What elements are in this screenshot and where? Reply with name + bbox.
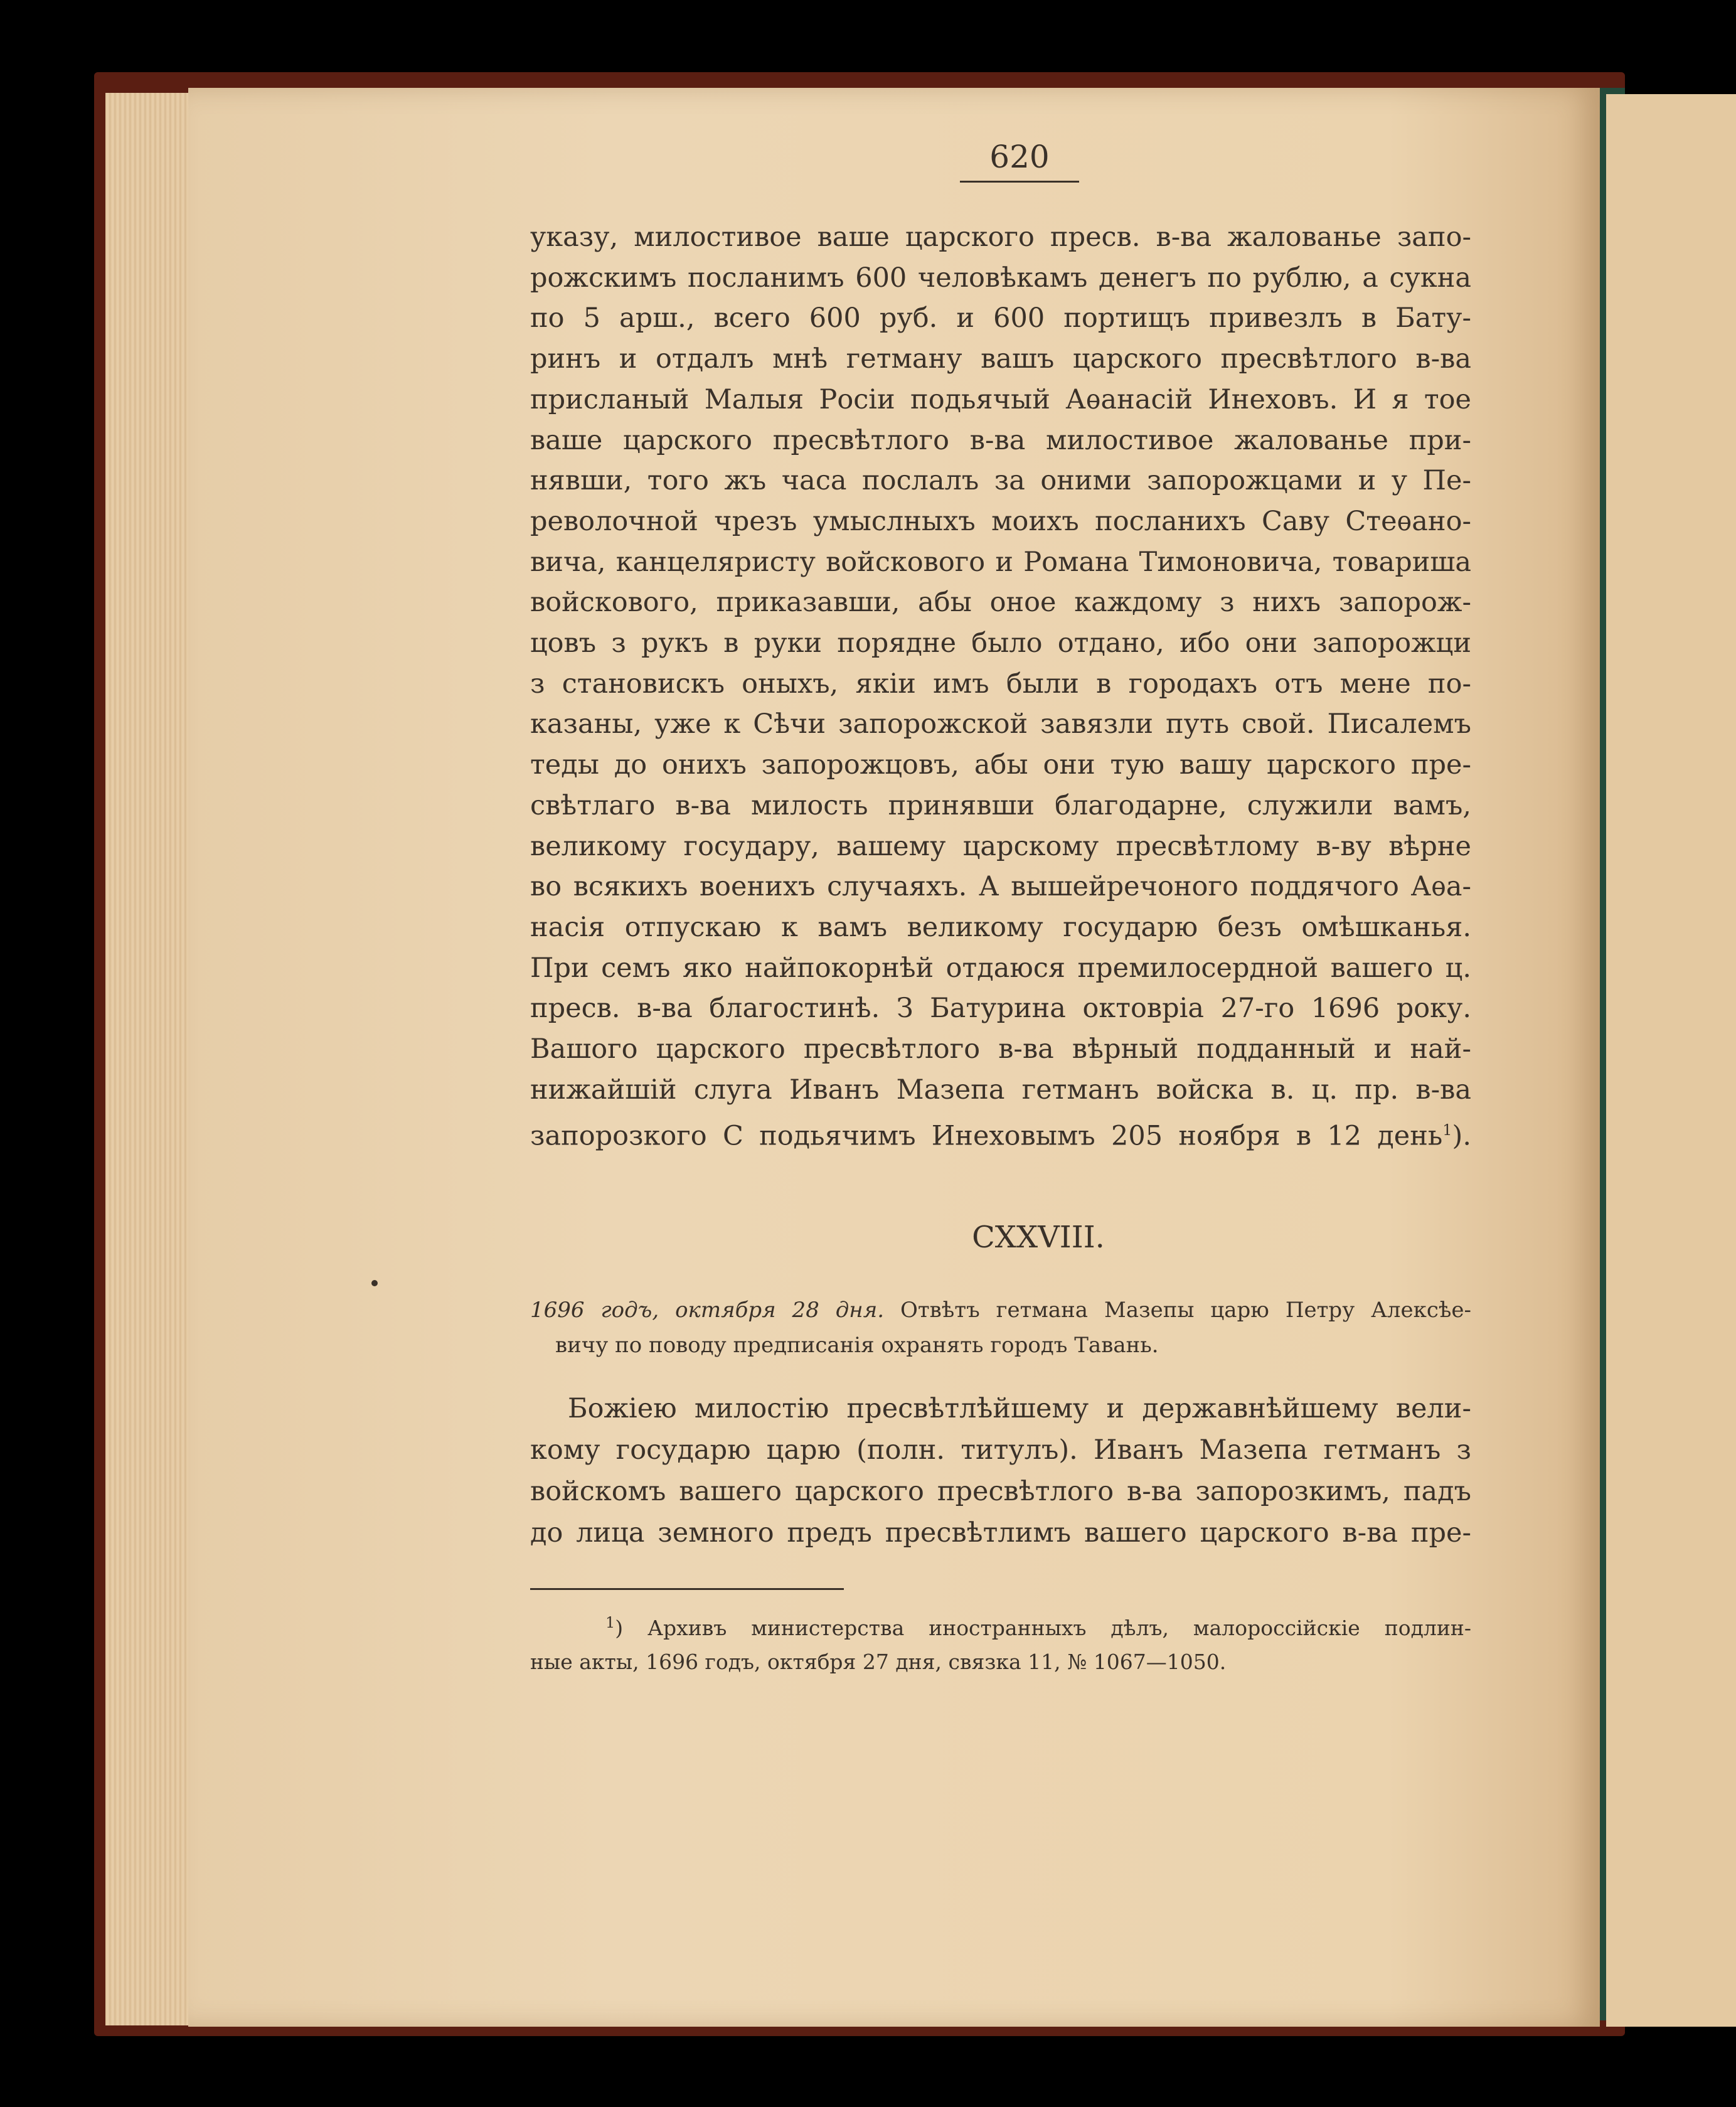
page-text-block xyxy=(530,138,1471,1679)
body-line: При семъ яко найпокорнѣй отдаюся премилосердной вашего ц. xyxy=(530,952,1471,984)
body-line: Вашого царского пресвѣтлого в-ва вѣрный подданный и най- xyxy=(530,1033,1471,1065)
body-line: револочной чрезъ умыслныхъ моихъ посланихъ Саву Стеѳано- xyxy=(530,505,1471,537)
body-line: свѣтлаго в-ва милость принявши благодарне, служили вамъ, xyxy=(530,789,1471,821)
body-line: насія отпускаю к вамъ великому государю безъ омѣшканья. xyxy=(530,911,1471,943)
opening-line: войскомъ вашего царского пресвѣтлого в-ва запорозкимъ, падъ xyxy=(530,1475,1471,1507)
body-line: з становискъ оныхъ, якіи имъ были в городахъ отъ мене по- xyxy=(530,668,1471,700)
body-line-end: ). xyxy=(1452,1120,1471,1152)
footnote-line2: ные акты, 1696 годъ, октября 27 дня, связка 11, № 1067—1050. xyxy=(530,1649,1227,1674)
page-number: 620 xyxy=(989,139,1050,175)
body-line: цовъ з рукъ в руки порядне было отдано, ибо они запорожци xyxy=(530,627,1471,659)
body-line: по 5 арш., всего 600 руб. и 600 портищъ привезлъ в Бату- xyxy=(530,302,1471,334)
opening-line: кому государю царю (полн. титулъ). Иванъ Мазепа гетманъ з xyxy=(530,1434,1471,1466)
letter-opening xyxy=(530,1388,1471,1554)
summary-date: 1696 годъ, октября 28 дня. xyxy=(530,1297,885,1323)
body-line: во всякихъ военихъ случаяхъ. А вышейречоного поддячого Аѳа- xyxy=(530,871,1471,903)
body-line: присланый Малыя Росіи подьячый Аѳанасій Инеховъ. И я тое xyxy=(530,383,1471,415)
section-number-heading: CXXVIII. xyxy=(972,1219,1105,1255)
body-line: указу, милостивое ваше царского пресв. в-ва жалованье запо- xyxy=(530,221,1471,253)
body-line-last xyxy=(530,1110,1471,1156)
footnote-line1: ) Архивъ министерства иностранныхъ дѣлъ, малороссійскіе подлин- xyxy=(615,1615,1471,1640)
summary-text-line2: вичу по поводу предписанія охранять городъ Тавань. xyxy=(555,1332,1159,1358)
body-line-text: запорозкого С подьячимъ Инеховымъ 205 ноября в 12 день xyxy=(530,1120,1443,1152)
page-number-underline xyxy=(960,181,1079,183)
body-line: ринъ и отдалъ мнѣ гетману вашъ царского пресвѣтлого в-ва xyxy=(530,343,1471,375)
letter-body xyxy=(530,217,1471,1157)
body-line: нижайшій слуга Иванъ Мазепа гетманъ войска в. ц. пр. в-ва xyxy=(530,1074,1471,1106)
footnote-marker: 1 xyxy=(605,1613,615,1631)
body-line: казаны, уже к Сѣчи запорожской завязли путь свой. Писалемъ xyxy=(530,708,1471,740)
page-mark-dot xyxy=(371,1280,378,1286)
opening-line: до лица земного предъ пресвѣтлимъ вашего царского в-ва пре- xyxy=(530,1517,1471,1549)
body-line: нявши, того жъ часа послалъ за оними запорожцами и у Пе- xyxy=(530,465,1471,497)
body-line: теды до онихъ запорожцовъ, абы они тую вашу царского пре- xyxy=(530,749,1471,781)
body-line: пресв. в-ва благостинѣ. З Батурина октовріа 27-го 1696 року. xyxy=(530,993,1471,1025)
summary-text-line1: Отвѣтъ гетмана Мазепы царю Петру Алексѣе- xyxy=(884,1297,1472,1323)
footnote-separator xyxy=(530,1588,844,1590)
footnote xyxy=(530,1606,1471,1679)
footnote-reference: 1 xyxy=(1442,1121,1452,1139)
body-line: войскового, приказавши, абы оное каждому з нихъ запорож- xyxy=(530,587,1471,619)
document-summary xyxy=(530,1293,1471,1363)
opening-line: Божіею милостію пресвѣтлѣйшему и державнѣйшему вели- xyxy=(568,1392,1471,1424)
body-line: рожскимъ посланимъ 600 человѣкамъ денегъ по рублю, а сукна xyxy=(530,262,1471,294)
body-line: великому государу, вашему царскому пресвѣтлому в-ву вѣрне xyxy=(530,830,1471,862)
body-line: вича, канцеляристу войскового и Романа Тимоновича, товариша xyxy=(530,546,1471,578)
facing-page-edge xyxy=(1606,94,1736,2027)
body-line: ваше царского пресвѣтлого в-ва милостивое жалованье при- xyxy=(530,424,1471,456)
